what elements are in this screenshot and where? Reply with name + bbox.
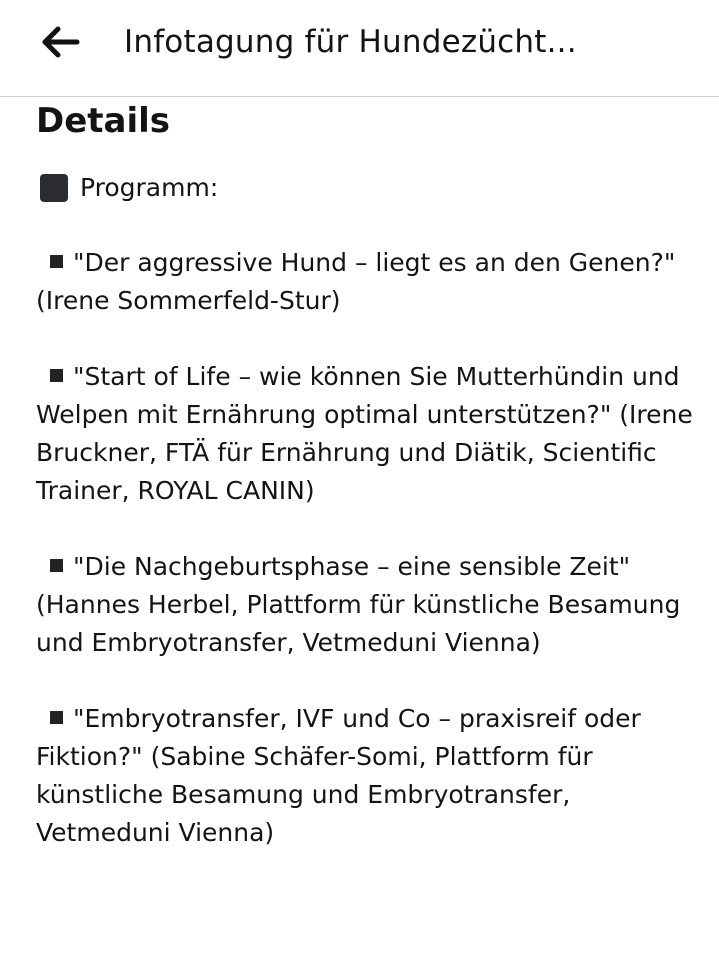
program-item xyxy=(36,244,696,320)
black-square-icon xyxy=(40,174,68,202)
program-item xyxy=(36,358,696,510)
program-item-text: "Embryotransfer, IVF und Co – praxisreif oder Fiktion?" (Sabine Schäfer-Somi, Plattform für künstliche Besamung und Embryotransfer, Vetmeduni Vienna) xyxy=(36,704,641,847)
program-item xyxy=(36,700,696,852)
page-title: Infotagung für Hundezücht... xyxy=(124,24,577,60)
bullet-square-icon xyxy=(50,711,63,724)
program-label-row xyxy=(36,170,696,206)
bullet-square-icon xyxy=(50,369,63,382)
bullet-square-icon xyxy=(50,559,63,572)
arrow-left-icon xyxy=(41,25,81,59)
program-item xyxy=(36,548,696,662)
program-item-text: "Start of Life – wie können Sie Mutterhündin und Welpen mit Ernährung optimal unterstützen?" (Irene Bruckner, FTÄ für Ernährung und Diätik, Scientific Trainer, ROYAL CANIN) xyxy=(36,362,693,505)
bullet-square-icon xyxy=(50,255,63,268)
details-heading: Details xyxy=(36,101,171,141)
program-item-text: "Die Nachgeburtsphase – eine sensible Zeit" (Hannes Herbel, Plattform für künstliche Besamung und Embryotransfer, Vetmeduni Vienna) xyxy=(36,552,681,657)
program-label: Programm: xyxy=(80,173,219,202)
top-app-bar xyxy=(0,0,719,97)
back-button[interactable] xyxy=(38,22,84,62)
details-section xyxy=(36,98,696,852)
program-item-text: "Der aggressive Hund – liegt es an den Genen?" (Irene Sommerfeld-Stur) xyxy=(36,248,676,315)
